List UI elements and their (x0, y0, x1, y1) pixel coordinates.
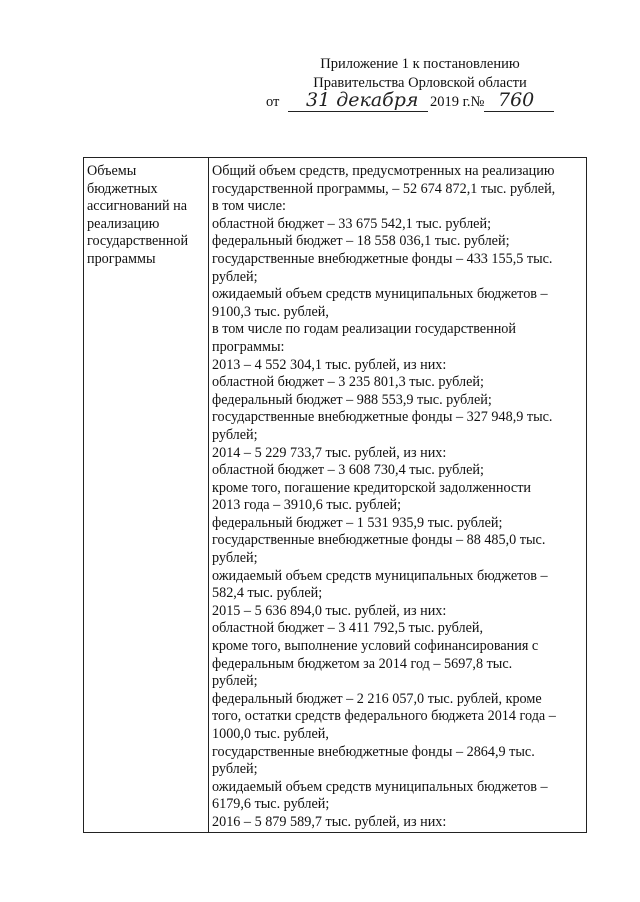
content-line: государственные внебюджетные фонды – 88 485,0 тыс. (212, 532, 546, 549)
content-line: рублей; (212, 673, 258, 690)
row-heading-cell (84, 158, 209, 833)
content-line: 6179,6 тыс. рублей; (212, 796, 330, 813)
government-title: Правительства Орловской области (313, 75, 527, 91)
row-content-cell (209, 158, 587, 833)
content-line: 2013 – 4 552 304,1 тыс. рублей, из них: (212, 356, 447, 373)
content-line: кроме того, погашение кредиторской задолженности (212, 479, 531, 496)
content-line: 2014 – 5 229 733,7 тыс. рублей, из них: (212, 444, 447, 461)
content-line: государственные внебюджетные фонды – 327 948,9 тыс. (212, 409, 553, 426)
content-line: в том числе: (212, 198, 286, 215)
content-line: ожидаемый объем средств муниципальных бюджетов – (212, 567, 548, 584)
content-line: того, остатки средств федерального бюджета 2014 года – (212, 708, 556, 725)
content-line: областной бюджет – 33 675 542,1 тыс. рублей; (212, 215, 492, 232)
content-line: 2013 года – 3910,6 тыс. рублей; (212, 497, 402, 514)
row-heading-line: бюджетных (87, 180, 158, 197)
decree-date-line (266, 91, 566, 113)
content-line: 9100,3 тыс. рублей, (212, 303, 329, 320)
year-and-number-label: 2019 г.№ (430, 94, 485, 110)
content-line: федеральный бюджет – 988 553,9 тыс. рублей; (212, 391, 492, 408)
handwritten-number: 760 (498, 89, 535, 111)
appendix-title: Приложение 1 к постановлению (320, 56, 520, 72)
content-line: государственной программы, – 52 674 872,1 тыс. рублей, (212, 180, 556, 197)
content-line: программы: (212, 338, 285, 355)
budget-allocation-table (83, 157, 587, 833)
content-line: рублей; (212, 550, 258, 567)
date-prefix: от (266, 94, 280, 110)
table-row (84, 158, 587, 833)
content-line: государственные внебюджетные фонды – 433 155,5 тыс. (212, 250, 553, 267)
content-line: в том числе по годам реализации государственной (212, 321, 516, 338)
date-underline (288, 111, 428, 112)
row-heading-line: ассигнований на (87, 198, 188, 215)
content-line: 2016 – 5 879 589,7 тыс. рублей, из них: (212, 813, 447, 830)
content-line: Общий объем средств, предусмотренных на реализацию (212, 163, 555, 179)
row-heading-line: государственной (87, 233, 189, 250)
content-line: 1000,0 тыс. рублей, (212, 726, 329, 742)
handwritten-date: 31 декабря (306, 89, 419, 111)
content-line: 582,4 тыс. рублей; (212, 585, 323, 602)
content-line: ожидаемый объем средств муниципальных бюджетов – (212, 286, 548, 303)
content-line: рублей; (212, 761, 258, 778)
content-line: областной бюджет – 3 608 730,4 тыс. рублей; (212, 462, 484, 479)
content-line: федеральный бюджет – 18 558 036,1 тыс. рублей; (212, 233, 510, 250)
content-line: ожидаемый объем средств муниципальных бюджетов – (212, 778, 548, 795)
content-line: областной бюджет – 3 411 792,5 тыс. рублей, (212, 620, 484, 637)
row-heading-line: реализацию (87, 215, 160, 232)
number-underline (484, 111, 554, 112)
content-line: федеральный бюджет – 2 216 057,0 тыс. рублей, кроме (212, 690, 542, 707)
content-line: рублей; (212, 426, 258, 443)
content-line: 2015 – 5 636 894,0 тыс. рублей, из них: (212, 602, 447, 619)
content-line: федеральным бюджетом за 2014 год – 5697,8 тыс. (212, 655, 513, 672)
content-line: федеральный бюджет – 1 531 935,9 тыс. рублей; (212, 514, 503, 531)
row-heading-line: Объемы (87, 163, 137, 179)
content-line: рублей; (212, 268, 258, 285)
content-line: кроме того, выполнение условий софинансирования с (212, 638, 539, 655)
row-heading-line: программы (87, 250, 156, 267)
content-line: государственные внебюджетные фонды – 2864,9 тыс. (212, 743, 535, 760)
content-line: областной бюджет – 3 235 801,3 тыс. рублей; (212, 374, 484, 391)
